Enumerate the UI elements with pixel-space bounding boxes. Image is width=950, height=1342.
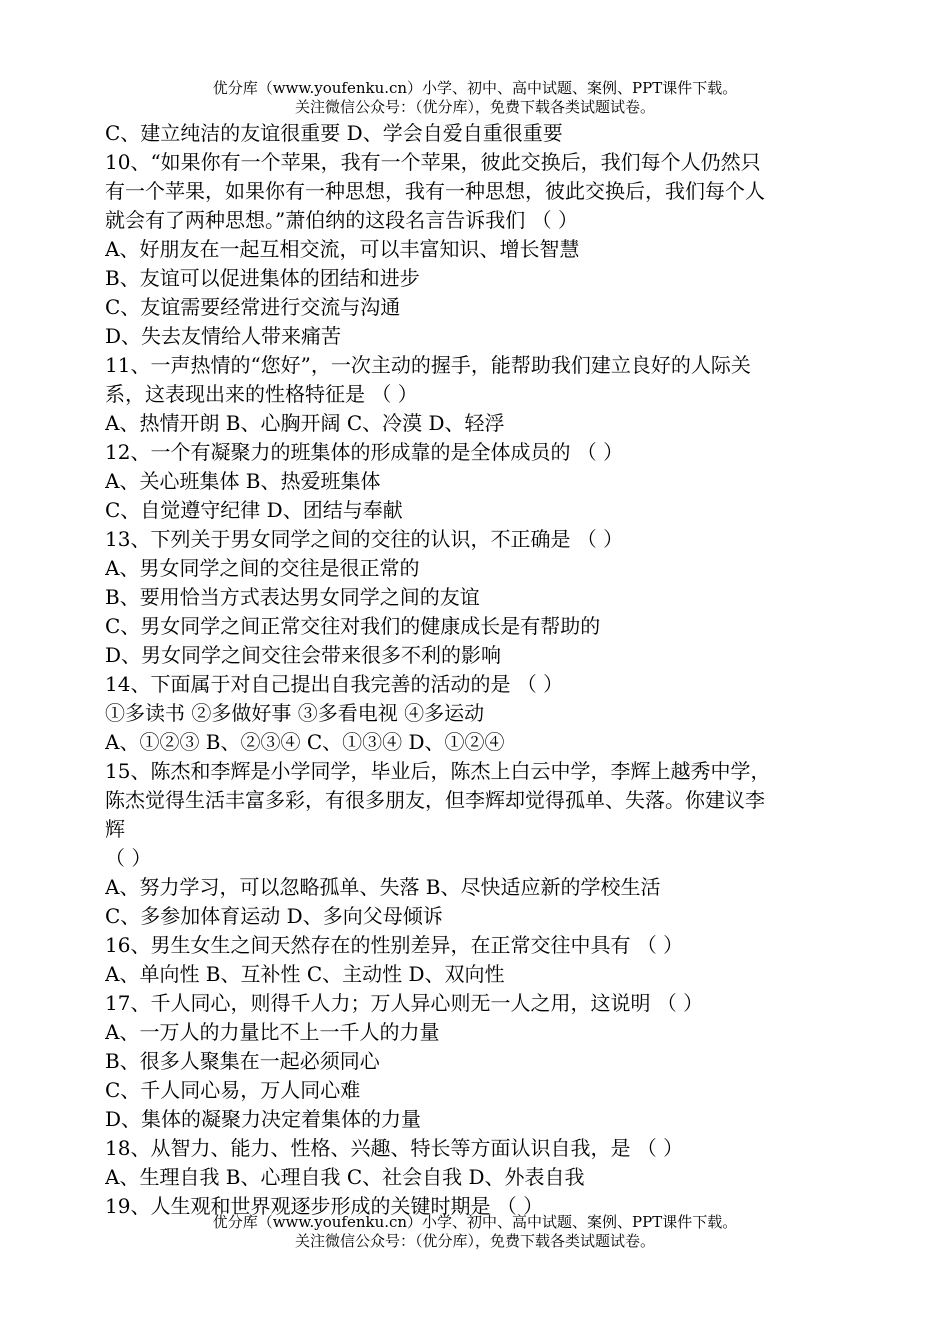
text-line: 陈杰觉得生活丰富多彩，有很多朋友，但李辉却觉得孤单、失落。你建议李 [105,788,765,812]
option-line: A、关心班集体 B、热爱班集体 [105,469,381,493]
question-body [105,119,850,1221]
option-line: D、男女同学之间交往会带来很多不利的影响 [105,643,502,667]
option-line: C、多参加体育运动 D、多向父母倾诉 [105,904,443,928]
option-line: A、努力学习，可以忽略孤单、失落 B、尽快适应新的学校生活 [105,875,661,899]
question-16-line: 16、男生女生之间天然存在的性别差异，在正常交往中具有 （ ） [105,933,684,957]
option-line: A、热情开朗 B、心胸开阔 C、冷漠 D、轻浮 [105,411,505,435]
text-line: C、建立纯洁的友谊很重要 D、学会自爱自重很重要 [105,121,563,145]
option-line: C、友谊需要经常进行交流与沟通 [105,295,401,319]
text-line: ①多读书 ②多做好事 ③多看电视 ④多运动 [105,701,485,725]
footer-line-1: 优分库（www.youfenku.cn）小学、初中、高中试题、案例、PPT课件下载。 [212,1213,738,1231]
option-line: A、一万人的力量比不上一千人的力量 [105,1020,440,1044]
option-line: A、男女同学之间的交往是很正常的 [105,556,420,580]
header-line-2: 关注微信公众号：（优分库），免费下载各类试题试卷。 [294,98,655,116]
question-18-line: 18、从智力、能力、性格、兴趣、特长等方面认识自我，是 （ ） [105,1136,684,1160]
question-12-line: 12、一个有凝聚力的班集体的形成靠的是全体成员的 （ ） [105,440,624,464]
option-line: D、失去友情给人带来痛苦 [105,324,342,348]
page-footer [0,1213,950,1251]
page-header [0,79,950,117]
question-10-line: 10、“如果你有一个苹果，我有一个苹果，彼此交换后，我们每个人仍然只 [105,150,761,174]
option-line: B、很多人聚集在一起必须同心 [105,1049,380,1073]
option-line: C、千人同心易，万人同心难 [105,1078,361,1102]
question-13-line: 13、下列关于男女同学之间的交往的认识，不正确是 （ ） [105,527,624,551]
question-11-line: 11、一声热情的“您好”，一次主动的握手，能帮助我们建立良好的人际关 [105,353,751,377]
option-line: A、①②③ B、②③④ C、①③④ D、①②④ [105,730,505,754]
question-19-line: 19、人生观和世界观逐步形成的关键时期是 （ ） [105,1194,544,1218]
text-line: 就会有了两种思想。”萧伯纳的这段名言告诉我们 （ ） [105,208,578,232]
header-line-1: 优分库（www.youfenku.cn）小学、初中、高中试题、案例、PPT课件下载。 [212,79,738,97]
text-line: 辉 [105,817,125,841]
option-line: A、生理自我 B、心理自我 C、社会自我 D、外表自我 [105,1165,585,1189]
question-15-line: 15、陈杰和李辉是小学同学，毕业后，陈杰上白云中学，李辉上越秀中学， [105,759,771,783]
option-line: B、要用恰当方式表达男女同学之间的友谊 [105,585,480,609]
option-line: B、友谊可以促进集体的团结和进步 [105,266,420,290]
question-17-line: 17、千人同心，则得千人力；万人异心则无一人之用，这说明 （ ） [105,991,704,1015]
option-line: A、好朋友在一起互相交流，可以丰富知识、增长智慧 [105,237,580,261]
footer-line-2: 关注微信公众号：（优分库），免费下载各类试题试卷。 [294,1232,655,1250]
option-line: C、自觉遵守纪律 D、团结与奉献 [105,498,403,522]
question-14-line: 14、下面属于对自己提出自我完善的活动的是 （ ） [105,672,564,696]
option-line: C、男女同学之间正常交往对我们的健康成长是有帮助的 [105,614,601,638]
text-line: （ ） [105,846,152,870]
option-line: A、单向性 B、互补性 C、主动性 D、双向性 [105,962,505,986]
text-line: 系，这表现出来的性格特征是 （ ） [105,382,418,406]
text-line: 有一个苹果，如果你有一种思想，我有一种思想，彼此交换后，我们每个人 [105,179,765,203]
option-line: D、集体的凝聚力决定着集体的力量 [105,1107,422,1131]
